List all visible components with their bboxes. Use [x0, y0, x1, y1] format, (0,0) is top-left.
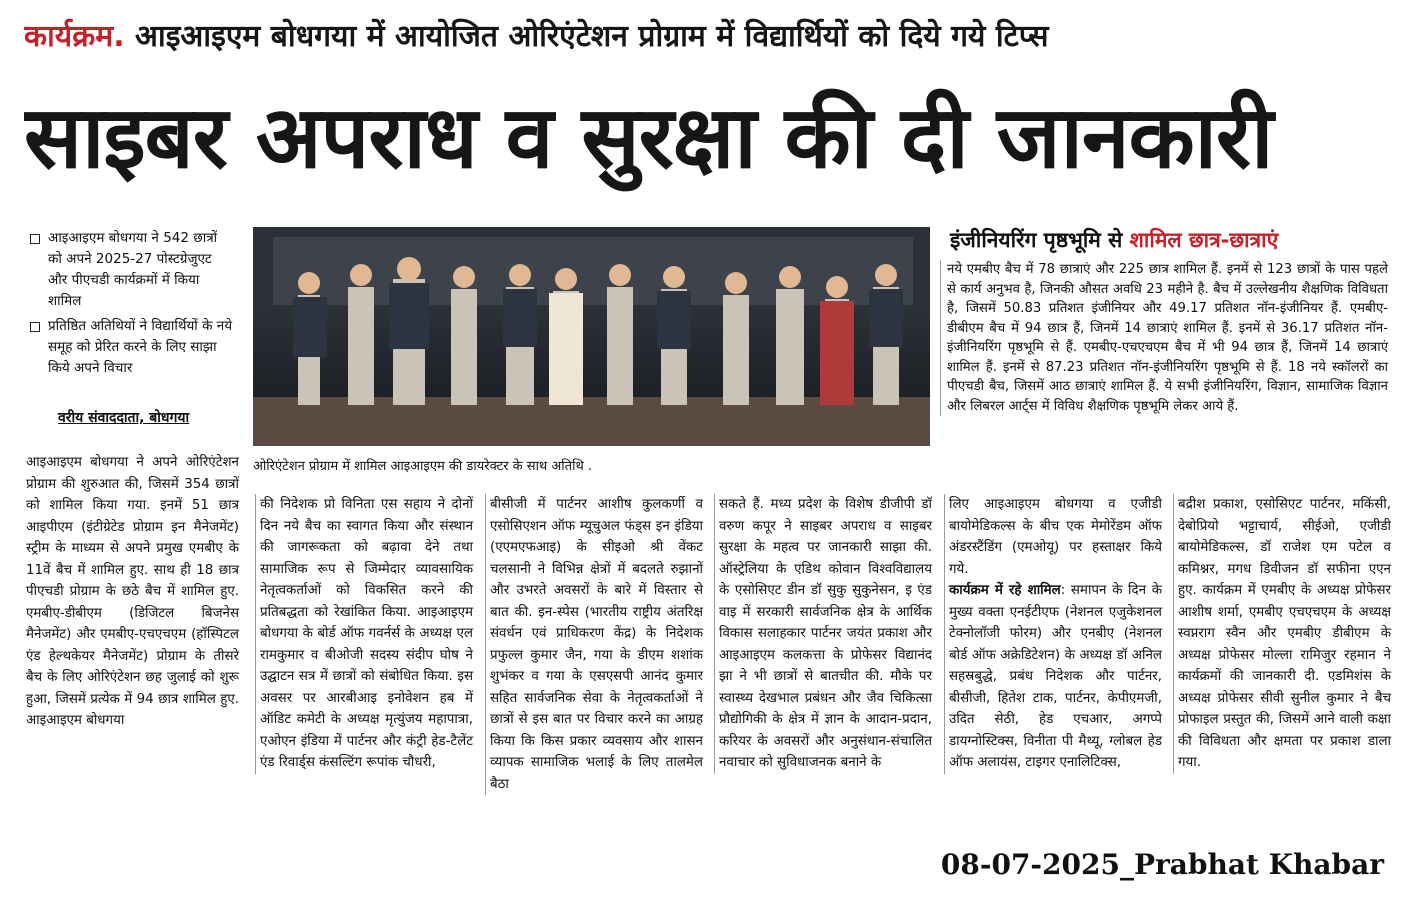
- kicker-text: आइआइएम बोधगया में आयोजित ओरिएंटेशन प्रोग्राम में विद्यार्थियों को दिये गये टिप्स: [135, 19, 1049, 54]
- subhead-paragraph: [949, 580, 1162, 774]
- photo-caption: ओरिएंटेशन प्रोग्राम में शामिल आइआइएम की डायरेक्टर के साथ अतिथि .: [253, 459, 593, 474]
- column-text: बीसीजी में पार्टनर आशीष कुलकर्णी व एसोसिएशन ऑफ म्यूचुअल फंड्स इन इंडिया (एएमएफआइ) के सीइओ श्री वेंकट चलसानी ने विभिन्न क्षेत्रों में बदलते रुझानों और उभरते अवसरों के बारे में विस्तार से बात की. इन-स्पेस (भारतीय राष्ट्रीय अंतरिक्ष संवर्धन एवं प्राधिकरण केंद्र) के निदेशक प्रफुल्ल कुमार जैन, गया के डीएम शशांक शुभंकर व गया के एसएसपी आनंद कुमार सहित सार्वजनिक सेवा के नेतृत्वकर्ताओं ने छात्रों से इस बात पर विचार करने का आग्रह किया कि किस प्रकार व्यवसाय और शासन व्यापक सामाजिक भलाई के लिए तालमेल बैठा: [490, 497, 703, 792]
- dateline: 08-07-2025_Prabhat Khabar: [940, 848, 1384, 881]
- subhead-text: : समापन के दिन के मुख्य वक्ता एनईटीएफ (नेशनल एजुकेशनल टेक्नोलॉजी फोरम) और एनबीए (नेशनल बोर्ड ऑफ अक्रेडिटेशन) के अध्यक्ष डॉ अनिल सहस्रबुद्धे, प्रबंध निदेशक और पार्टनर, बीसीजी, हितेश टाक, पार्टनर, केपीएमजी, उदित सेठी, हेड एचआर, अगप्पे डायग्नोस्टिक्स, विनीता पी मैथ्यू, ग्लोबल हेड ऑफ अलायंस, टाइगर एनालिटिक्स,: [949, 583, 1162, 770]
- column-text: बद्रीश प्रकाश, एसोसिएट पार्टनर, मकिंसी, देबोप्रियो भट्टाचार्य, सीईओ, एजीडी बायोमेडिकल्स, डॉ राजेश एम पटेल व कमिश्नर, मगध डिवीजन डॉ सफीना एएन हुए. कार्यक्रम में एमबीए के अध्यक्ष प्रोफेसर आशीष शर्मा, एमबीए एचएचएम के अध्यक्ष स्वप्नराग स्वैन और एमबीए डीबीएम के अध्यक्ष प्रोफेसर मोल्ला रामिजुर रहमान ने कार्यक्रमों की जानकारी दी. एडमिशंस के अध्यक्ष प्रोफेसर सीवी सुनील कुमार ने बैच प्रोफाइल प्रस्तुत की, जिसमें आने वाली कक्षा की विविधता और क्षमता पर प्रकाश डाला गया.: [1178, 497, 1391, 770]
- highlight-text: आइआइएम बोधगया ने 542 छात्रों को अपने 2025-27 पोस्टग्रेजुएट और पीएचडी कार्यक्रमों में किया शामिल: [48, 230, 218, 309]
- column-text: आइआइएम बोधगया ने अपने ओरिएंटेशन प्रोग्राम की शुरुआत की, जिसमें 354 छात्रों को शामिल किया गया. इनमें 51 छात्र आइपीएम (इंटीग्रेटेड प्रोग्राम इन मैनेजमेंट) स्ट्रीम के माध्यम से अपने प्रमुख एमबीए के 11वें बैच में शामिल हुए. साथ ही 18 छात्र पीएचडी प्रोग्राम के छठे बैच में शामिल हुए. एमबीए-डीबीएम (डिजिटल बिजनेस मैनेजमेंट) और एमबीए-एचएचएम (हॉस्पिटल एंड हेल्थकेयर मैनेजमेंट) प्रोग्राम के तीसरे बैच के लिए ओरिएंटेशन छह जुलाई को शुरू हुआ, जिसमें प्रत्येक में 94 छात्र शामिल हुए. आइआइएम बोधगया: [26, 455, 239, 728]
- highlight-text: प्रतिष्ठित अतिथियों ने विद्यार्थियों के नये समूह को प्रेरित करने के लिए साझा किये अपने विचार: [48, 318, 233, 376]
- column-text: लिए आइआइएम बोधगया व एजीडी बायोमेडिकल्स के बीच एक मेमोरेंडम ऑफ अंडरस्टैंडिंग (एमओयू) पर हस्ताक्षर किये गये.: [949, 497, 1162, 577]
- highlights: [28, 228, 233, 383]
- article-column-5: [944, 494, 1162, 774]
- subhead: कार्यक्रम में रहे शामिल: [949, 583, 1061, 598]
- headline: साइबर अपराध व सुरक्षा की दी जानकारी: [24, 88, 1273, 188]
- column-text: सकते हैं. मध्य प्रदेश के विशेष डीजीपी डॉ वरुण कपूर ने साइबर अपराध व साइबर सुरक्षा के महत्व पर जानकारी साझा की. ऑस्ट्रेलिया के एडिथ कोवान विश्वविद्यालय के एसोसिएट डीन डॉ सुकु सुकुनेसन, इ एंड वाइ में सरकारी सार्वजनिक क्षेत्र के आर्थिक विकास सलाहकार पार्टनर जयंत प्रकाश और आइआइएम कलकत्ता के प्रोफेसर विद्यानंद झा ने भी छात्रों से बातचीत की. मौके पर स्वास्थ्य देखभाल प्रबंधन और जैव चिकित्सा प्रौद्योगिकी के क्षेत्र में ज्ञान के आदान-प्रदान, करियर के अवसरों और अनुसंधान-संचालित नवाचार को सुविधाजनक बनाने के: [719, 497, 932, 770]
- sidebar-heading-plain: इंजीनियरिंग पृष्ठभूमि से: [950, 228, 1123, 252]
- sidebar-heading-red: शामिल छात्र-छात्राएं: [1129, 228, 1279, 252]
- article-column-6: [1173, 494, 1391, 774]
- sidebar-body: नये एमबीए बैच में 78 छात्राएं और 225 छात्र शामिल हैं. इनमें से 123 छात्रों के पास पहले से कार्य अनुभव है, जिनकी औसत अवधि 23 महीने है. बैच में उल्लेखनीय शैक्षणिक विविधता है, जिसमें 50.83 प्रतिशत इंजीनियर और 49.17 प्रतिशत नॉन-इंजीनियर हैं. एमबीए-डीबीएम बैच में 94 छात्र हैं, जिनमें 14 छात्राएं शामिल हैं. इनमें से 36.17 प्रतिशत नॉन-इंजीनियरिंग पृष्ठभूमि से हैं. एमबीए-एचएचएम बैच में भी 94 छात्र हैं, जिनमें 14 छात्राएं शामिल हैं. इनमें से 87.23 प्रतिशत नॉन-इंजीनियरिंग पृष्ठभूमि से हैं. 18 नये स्कॉलरों का पीएचडी बैच, जिसमें आठ छात्राएं शामिल हैं. ये सभी इंजीनियरिंग, विज्ञान, सामाजिक विज्ञान और लिबरल आर्ट्स में विविध शैक्षणिक पृष्ठभूमि लेकर आये हैं.: [940, 260, 1388, 416]
- sidebar-heading: [950, 226, 1388, 254]
- sidebar-box: [940, 226, 1388, 416]
- group-photo: [253, 227, 930, 446]
- highlight-item: [28, 316, 233, 379]
- byline: वरीय संवाददाता, बोधगया: [58, 410, 190, 426]
- article-column-1: [26, 452, 239, 732]
- column-text: की निदेशक प्रो विनिता एस सहाय ने दोनों दिन नये बैच का स्वागत किया और संस्थान की जागरूकता को बढ़ावा देने तथा सामाजिक रूप से जिम्मेदार व्यावसायिक नेतृत्वकर्ताओं को विकसित करने की प्रतिबद्धता को रेखांकित किया. आइआइएम बोधगया के बोर्ड ऑफ गवर्नर्स के अध्यक्ष एल रामकुमार व बीओजी सदस्य संदीप घोष ने उद्घाटन सत्र में छात्रों को संबोधित किया. इस अवसर पर आरबीआइ इनोवेशन हब में ऑडिट कमेटी के अध्यक्ष मृत्युंजय महापात्रा, एओएन इंडिया में पार्टनर और कंट्री हेड-टैलेंट एंड रिवार्ड्स कंसल्टिंग रूपांक चौधरी,: [260, 497, 473, 770]
- checkbox-bullet-icon: [30, 234, 40, 244]
- highlight-item: [28, 228, 233, 312]
- group-photo-illustration: [253, 227, 930, 446]
- checkbox-bullet-icon: [30, 322, 40, 332]
- kicker-lead: कार्यक्रम.: [24, 19, 125, 54]
- article-column-2: [255, 494, 473, 774]
- article-column-4: [714, 494, 932, 774]
- article-column-3: [485, 494, 703, 795]
- kicker-line: [24, 14, 1384, 64]
